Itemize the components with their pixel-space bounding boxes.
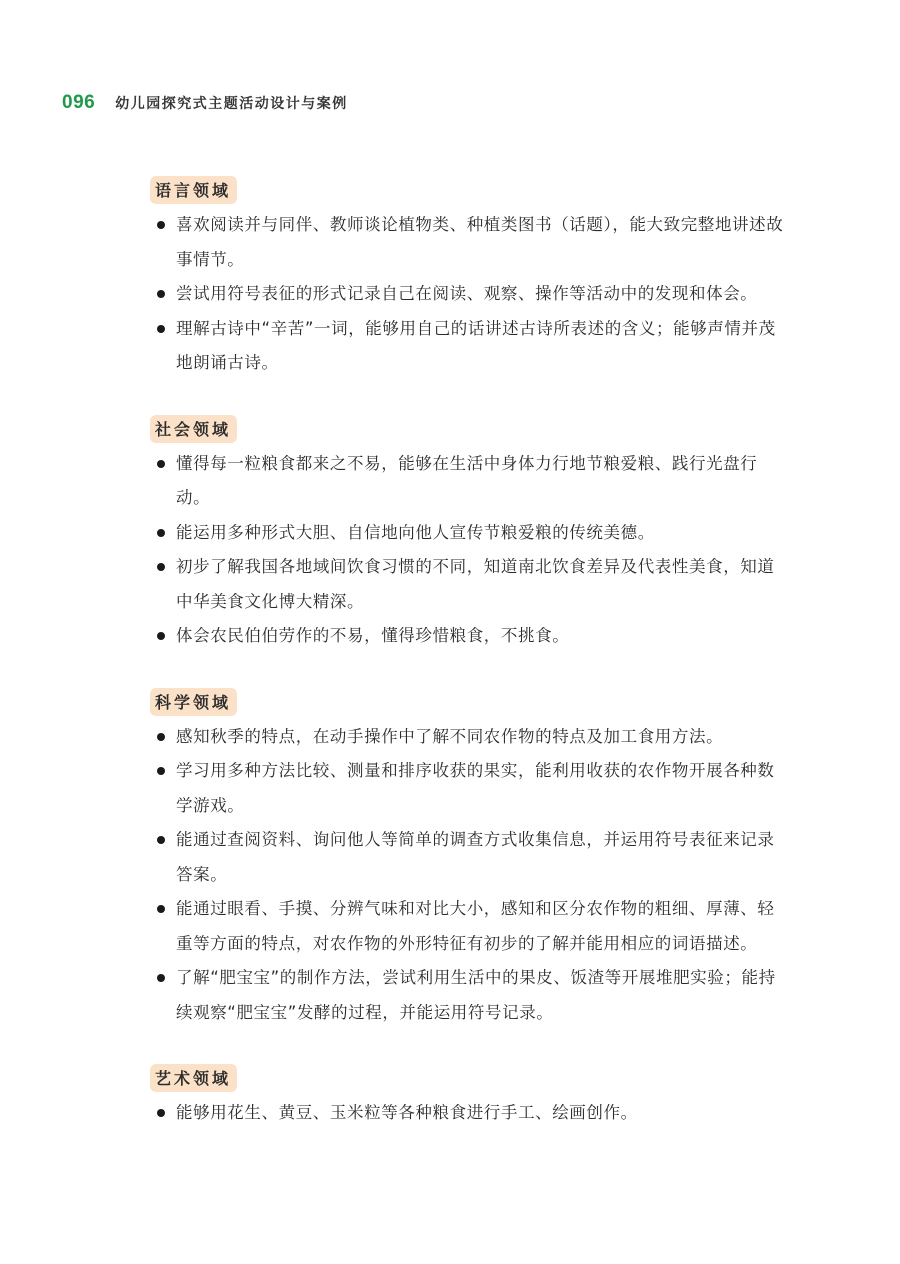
page-number: 096 [62, 92, 96, 113]
list-item [150, 892, 790, 961]
list-item [150, 1096, 790, 1131]
bullet-icon [157, 290, 165, 298]
item-text: 体会农民伯伯劳作的不易，懂得珍惜粮食，不挑食。 [176, 626, 570, 645]
bullet-icon [157, 460, 165, 468]
item-list [150, 447, 790, 654]
item-text: 了解“肥宝宝”的制作方法，尝试利用生活中的果皮、饭渣等开展堆肥实验；能持续观察“肥宝宝”发酵的过程，并能运用符号记录。 [176, 968, 776, 1022]
bullet-icon [157, 563, 165, 571]
section-title: 科学领域 [150, 688, 237, 716]
section-language [150, 176, 790, 381]
item-text: 懂得每一粒粮食都来之不易，能够在生活中身体力行地节粮爱粮、践行光盘行动。 [176, 453, 758, 507]
list-item [150, 754, 790, 823]
bullet-icon [157, 974, 165, 982]
list-item [150, 312, 790, 381]
list-item [150, 208, 790, 277]
section-science [150, 688, 790, 1031]
book-title: 幼儿园探究式主题活动设计与案例 [115, 96, 348, 112]
bullet-icon [157, 733, 165, 741]
list-item [150, 516, 790, 551]
bullet-icon [157, 767, 165, 775]
item-text: 能通过查阅资料、询问他人等简单的调查方式收集信息，并运用符号表征来记录答案。 [176, 830, 775, 884]
item-list [150, 720, 790, 1031]
item-text: 学习用多种方法比较、测量和排序收获的果实，能利用收获的农作物开展各种数学游戏。 [176, 761, 775, 815]
bullet-icon [157, 325, 165, 333]
item-text: 能够用花生、黄豆、玉米粒等各种粮食进行手工、绘画创作。 [176, 1103, 638, 1122]
item-text: 初步了解我国各地域间饮食习惯的不同，知道南北饮食差异及代表性美食，知道中华美食文化博大精深。 [176, 557, 775, 611]
list-item [150, 823, 790, 892]
main-content [150, 176, 790, 1165]
item-text: 感知秋季的特点，在动手操作中了解不同农作物的特点及加工食用方法。 [176, 726, 724, 746]
bullet-icon [157, 905, 165, 913]
list-item [150, 550, 790, 619]
list-item [150, 961, 790, 1030]
section-title: 艺术领域 [150, 1064, 237, 1092]
item-text: 尝试用符号表征的形式记录自己在阅读、观察、操作等活动中的发现和体会。 [176, 284, 758, 303]
list-item [150, 720, 790, 755]
item-text: 能通过眼看、手摸、分辨气味和对比大小，感知和区分农作物的粗细、厚薄、轻重等方面的特点，对农作物的外形特征有初步的了解并能用相应的词语描述。 [176, 899, 775, 953]
bullet-icon [157, 836, 165, 844]
bullet-icon [157, 632, 165, 640]
item-list [150, 208, 790, 381]
section-art [150, 1064, 790, 1131]
bullet-icon [157, 1109, 165, 1117]
list-item [150, 619, 790, 654]
list-item [150, 277, 790, 312]
page-header [62, 92, 348, 114]
section-title: 语言领域 [150, 176, 237, 204]
item-text: 喜欢阅读并与同伴、教师谈论植物类、种植类图书（话题），能大致完整地讲述故事情节。 [176, 215, 784, 269]
bullet-icon [157, 221, 165, 229]
bullet-icon [157, 529, 165, 537]
item-list [150, 1096, 790, 1131]
list-item [150, 447, 790, 516]
item-text: 能运用多种形式大胆、自信地向他人宣传节粮爱粮的传统美德。 [176, 522, 655, 542]
section-title: 社会领域 [150, 415, 237, 443]
item-text: 理解古诗中“辛苦”一词，能够用自己的话讲述古诗所表述的含义；能够声情并茂地朗诵古诗。 [176, 318, 776, 372]
section-social [150, 415, 790, 654]
